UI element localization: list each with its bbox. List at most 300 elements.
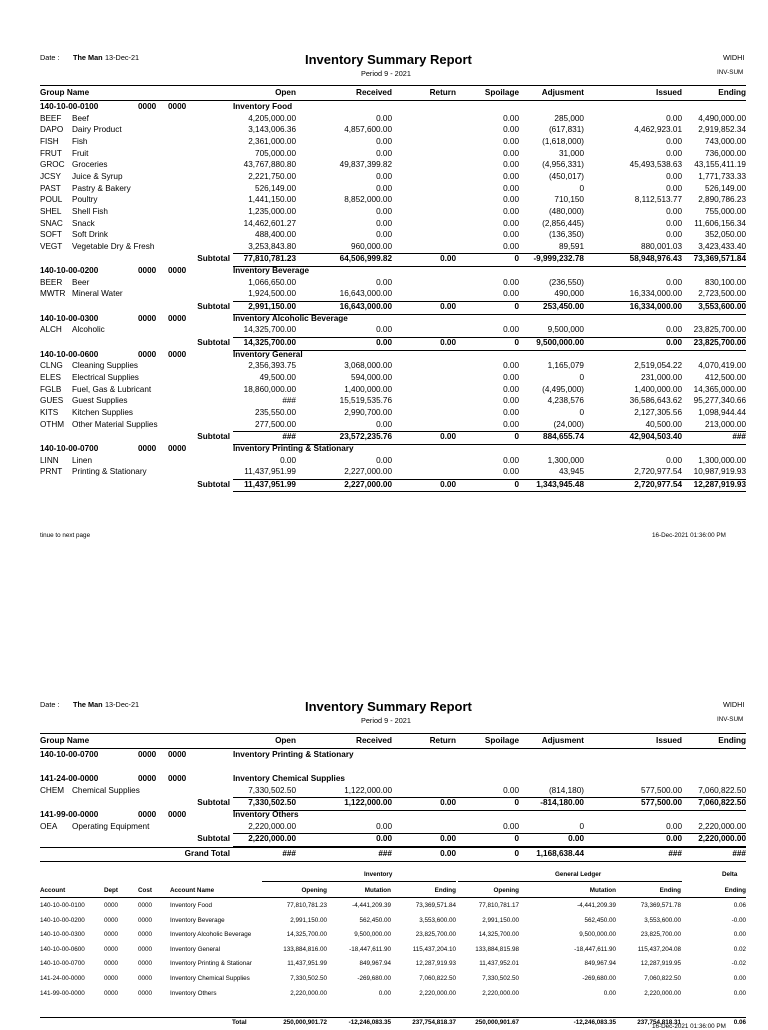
item-open: 1,441,150.00 <box>248 195 296 205</box>
grand-total-open: ### <box>282 848 296 858</box>
group-header-row <box>0 750 768 762</box>
item-adjustment: 285,000 <box>554 113 584 123</box>
item-open: 43,767,880.80 <box>243 160 296 170</box>
subtotal-spoilage: 0 <box>514 338 519 347</box>
report-title: Inventory Summary Report <box>305 52 472 67</box>
item-spoilage: 0.00 <box>503 277 519 287</box>
table-row <box>0 396 768 408</box>
header-top-rule <box>40 733 746 734</box>
summary-mutation: -4,441,209.39 <box>352 902 391 909</box>
item-code: BEEF <box>40 113 62 123</box>
summary-total-label: Total <box>232 1019 247 1026</box>
subtotal-label: Subtotal <box>197 432 230 442</box>
item-name: Shell Fish <box>72 206 108 216</box>
subtotal-open: 2,991,150.00 <box>248 302 296 312</box>
col-spoilage: Spoilage <box>484 88 519 97</box>
item-spoilage: 0.00 <box>503 419 519 429</box>
print-timestamp: 16-Dec-2021 01:36:00 PM <box>652 532 726 539</box>
item-name: Operating Equipment <box>72 821 150 831</box>
summary-opening: 2,991,150.00 <box>290 916 327 924</box>
col-adjustment: Adjusment <box>541 736 584 745</box>
group-cost: 0000 <box>168 443 187 453</box>
summary-name: Inventory Beverage <box>170 916 225 924</box>
report-user: The Man <box>73 700 103 709</box>
summary-dept: 0000 <box>104 916 119 924</box>
summary-cost: 0000 <box>138 945 153 953</box>
item-adjustment: 0 <box>579 183 584 193</box>
item-spoilage: 0.00 <box>503 206 519 216</box>
item-name: Beef <box>72 113 89 123</box>
date-label: Date : <box>40 700 60 709</box>
sum-col-account: Account <box>40 887 66 894</box>
item-code: ALCH <box>40 325 62 335</box>
item-adjustment: 4,238,576 <box>547 396 584 406</box>
total-opening: 250,000,901.72 <box>283 1019 327 1026</box>
sum-col-delta-ending: Ending <box>724 887 746 894</box>
summary-dept: 0000 <box>104 960 119 968</box>
group-dept: 0000 <box>138 349 157 359</box>
table-row <box>0 420 768 432</box>
subtotal-ending: 2,220,000.00 <box>698 834 746 844</box>
item-spoilage: 0.00 <box>503 384 519 394</box>
summary-gl-ending: 3,553,600.00 <box>644 916 681 924</box>
item-spoilage: 0.00 <box>503 148 519 158</box>
table-row <box>0 160 768 172</box>
summary-delta: -0.00 <box>731 916 746 924</box>
item-code: LINN <box>40 455 59 465</box>
summary-opening: 2,220,000.00 <box>290 989 327 997</box>
item-issued: 0.00 <box>666 277 682 287</box>
group-name: Inventory Printing & Stationary <box>233 443 354 453</box>
group-code: 140-10-00-0700 <box>40 443 99 453</box>
header-bottom-rule <box>40 100 746 101</box>
col-received: Received <box>356 736 392 745</box>
item-spoilage: 0.00 <box>503 407 519 417</box>
summary-gl-ending: 2,220,000.00 <box>644 989 681 997</box>
summary-name: Inventory General <box>170 945 221 953</box>
item-name: Linen <box>72 455 93 465</box>
summary-opening: 14,325,700.00 <box>286 931 327 939</box>
summary-row <box>0 931 768 942</box>
summary-account: 141-99-00-0000 <box>40 989 85 997</box>
summary-ending: 7,060,822.50 <box>419 975 456 982</box>
summary-row <box>0 960 768 971</box>
item-spoilage: 0.00 <box>503 455 519 465</box>
report-date: 13-Dec-21 <box>105 700 140 709</box>
group-header-row <box>0 810 768 822</box>
item-received: 0.00 <box>376 206 392 216</box>
item-name: Printing & Stationary <box>72 467 147 477</box>
group-cost: 0000 <box>168 809 187 819</box>
group-cost: 0000 <box>168 266 187 276</box>
summary-mutation: 9,500,000.00 <box>354 931 391 939</box>
subtotal-return: 0.00 <box>440 798 456 808</box>
summary-dept: 0000 <box>104 989 119 997</box>
item-received: 15,519,535.76 <box>339 396 392 406</box>
table-row <box>0 373 768 385</box>
subtotal-adjustment: 884,655.74 <box>543 432 584 442</box>
summary-name: Inventory Alcoholic Beverage <box>170 931 252 939</box>
item-received: 0.00 <box>376 821 392 831</box>
item-issued: 0.00 <box>666 148 682 158</box>
report-page-2 <box>0 690 768 1030</box>
summary-name: Inventory Others <box>170 989 217 997</box>
summary-name: Inventory Printing & Stationar <box>170 960 252 968</box>
group-code: 140-10-00-0200 <box>40 266 99 276</box>
subtotal-issued: 0.00 <box>666 834 682 844</box>
report-title: Inventory Summary Report <box>305 699 472 714</box>
summary-gl-mutation: -4,441,209.39 <box>577 902 616 909</box>
item-adjustment: (2,856,445) <box>542 218 584 228</box>
col-group-name: Group Name <box>40 736 90 745</box>
subtotal-adjustment: 9,500,000.00 <box>536 338 584 347</box>
subtotal-label: Subtotal <box>197 254 230 264</box>
item-name: Chemical Supplies <box>72 785 140 795</box>
col-spoilage: Spoilage <box>484 736 519 745</box>
summary-gl-ending: 23,825,700.00 <box>640 931 681 939</box>
item-name: Beer <box>72 277 90 287</box>
item-open: 4,205,000.00 <box>248 113 296 123</box>
item-received: 0.00 <box>376 113 392 123</box>
subtotal-open: 7,330,502.50 <box>248 798 296 808</box>
subtotal-row <box>0 432 768 444</box>
group-dept: 0000 <box>138 102 157 111</box>
sum-col-opening: Opening <box>301 887 327 894</box>
item-code: KITS <box>40 407 59 417</box>
subtotal-return: 0.00 <box>440 479 456 489</box>
summary-gl-mutation: 9,500,000.00 <box>579 931 616 939</box>
item-code: CHEM <box>40 785 65 795</box>
subtotal-return: 0.00 <box>440 338 456 347</box>
item-ending: 2,890,786.23 <box>698 195 746 205</box>
item-received: 0.00 <box>376 455 392 465</box>
item-code: OEA <box>40 821 58 831</box>
summary-delta: 0.00 <box>733 989 746 997</box>
item-adjustment: (450,017) <box>548 171 584 181</box>
group-code: 140-10-00-0600 <box>40 349 99 359</box>
sum-col-cost: Cost <box>138 887 152 894</box>
item-adjustment: (236,550) <box>548 277 584 287</box>
item-open: 3,253,843.80 <box>248 241 296 251</box>
summary-cost: 0000 <box>138 902 153 909</box>
sum-col-gl-mutation: Mutation <box>589 887 616 894</box>
header-top-rule <box>40 85 746 86</box>
item-spoilage: 0.00 <box>503 125 519 135</box>
table-row <box>0 456 768 468</box>
report-period: Period 9 - 2021 <box>361 716 411 725</box>
item-adjustment: (136,350) <box>548 230 584 240</box>
subtotal-label: Subtotal <box>197 338 230 347</box>
item-received: 0.00 <box>376 183 392 193</box>
item-adjustment: (814,180) <box>548 785 584 795</box>
table-row <box>0 278 768 290</box>
item-received: 0.00 <box>376 218 392 228</box>
group-cost: 0000 <box>168 750 187 759</box>
item-name: Vegetable Dry & Fresh <box>72 241 155 251</box>
table-row <box>0 289 768 301</box>
item-ending: 43,155,411.19 <box>694 160 746 170</box>
company-code: WIDHI <box>723 700 745 709</box>
summary-delta: 0.02 <box>733 945 746 953</box>
group-cost: 0000 <box>168 774 187 783</box>
item-received: 2,990,700.00 <box>344 407 392 417</box>
group-dept: 0000 <box>138 750 157 759</box>
item-issued: 2,519,054.22 <box>634 361 682 371</box>
col-ending: Ending <box>718 88 746 97</box>
subtotal-row <box>0 834 768 846</box>
summary-mutation: -269,680.00 <box>357 975 391 982</box>
group-name: Inventory Beverage <box>233 266 309 276</box>
sum-col-dept: Dept <box>104 887 118 894</box>
summary-name: Inventory Chemical Supplies <box>170 975 250 982</box>
subtotal-open: 77,810,781.23 <box>243 254 296 264</box>
col-return: Return <box>429 88 456 97</box>
summary-gl-ending: 12,287,919.95 <box>640 960 681 968</box>
item-name: Fish <box>72 136 88 146</box>
grand-total-spoilage: 0 <box>514 848 519 858</box>
summary-section-gl: General Ledger <box>555 871 602 878</box>
group-name: Inventory General <box>233 349 303 359</box>
total-gl-ending: 237,754,818.31 <box>637 1019 681 1026</box>
item-issued: 4,462,923.01 <box>634 125 682 135</box>
report-user: The Man <box>73 53 103 62</box>
subtotal-issued: 42,904,503.40 <box>629 432 682 442</box>
group-cost: 0000 <box>168 349 187 359</box>
item-received: 0.00 <box>376 419 392 429</box>
item-open: 3,143,006.36 <box>248 125 296 135</box>
item-name: Poultry <box>72 195 98 205</box>
total-gl-mutation: -12,246,083.35 <box>573 1019 616 1026</box>
item-code: GUES <box>40 396 64 406</box>
subtotal-ending: 3,553,600.00 <box>698 302 746 312</box>
subtotal-ending: 7,060,822.50 <box>698 798 746 808</box>
col-issued: Issued <box>656 736 682 745</box>
item-code: MWTR <box>40 289 66 299</box>
summary-dept: 0000 <box>104 975 119 982</box>
item-name: Pastry & Bakery <box>72 183 131 193</box>
item-ending: 1,098,944.44 <box>698 407 746 417</box>
item-code: JCSY <box>40 171 61 181</box>
col-open: Open <box>275 736 296 745</box>
item-ending: 7,060,822.50 <box>698 785 746 795</box>
item-ending: 755,000.00 <box>705 206 746 216</box>
group-code: 140-10-00-0700 <box>40 750 99 759</box>
item-ending: 736,000.00 <box>705 148 746 158</box>
grand-total-return: 0.00 <box>440 848 456 858</box>
summary-row <box>0 917 768 928</box>
item-received: 0.00 <box>376 148 392 158</box>
item-ending: 11,606,156.34 <box>694 218 746 228</box>
item-code: SOFT <box>40 230 62 240</box>
report-date: 13-Dec-21 <box>105 53 140 62</box>
company-code: WIDHI <box>723 53 745 62</box>
grand-total-adjustment: 1,168,638.44 <box>536 848 584 858</box>
item-ending: 352,050.00 <box>705 230 746 240</box>
summary-gl-opening: 2,220,000.00 <box>482 989 519 997</box>
item-issued: 16,334,000.00 <box>629 289 682 299</box>
summary-dept: 0000 <box>104 931 119 939</box>
summary-account: 140-10-00-0300 <box>40 931 85 939</box>
group-name: Inventory Others <box>233 809 299 819</box>
item-open: 2,361,000.00 <box>248 136 296 146</box>
item-name: Juice & Syrup <box>72 171 123 181</box>
subtotal-return: 0.00 <box>440 432 456 442</box>
item-issued: 1,400,000.00 <box>634 384 682 394</box>
item-received: 594,000.00 <box>351 372 392 382</box>
grand-total-bottom-rule <box>40 861 746 862</box>
col-group-name: Group Name <box>40 88 90 97</box>
item-spoilage: 0.00 <box>503 241 519 251</box>
col-return: Return <box>429 736 456 745</box>
table-row <box>0 325 768 337</box>
group-code: 141-24-00-0000 <box>40 774 99 783</box>
subtotal-issued: 58,948,976.43 <box>629 254 682 264</box>
report-code: INV-SUM <box>717 716 744 723</box>
item-issued: 231,000.00 <box>641 372 682 382</box>
grand-total-label: Grand Total <box>184 848 230 858</box>
table-row <box>0 125 768 137</box>
item-ending: 213,000.00 <box>705 419 746 429</box>
group-header-row <box>0 102 768 114</box>
summary-mutation: 562,450.00 <box>359 916 391 924</box>
item-open: 7,330,502.50 <box>248 785 296 795</box>
subtotal-open: 11,437,951.99 <box>244 479 296 489</box>
item-open: 2,220,000.00 <box>248 821 296 831</box>
item-adjustment: (1,618,000) <box>542 136 584 146</box>
item-open: 2,356,393.75 <box>248 361 296 371</box>
header-bottom-rule <box>40 748 746 749</box>
summary-ending: 2,220,000.00 <box>419 989 456 997</box>
table-row <box>0 408 768 420</box>
summary-cost: 0000 <box>138 931 153 939</box>
item-received: 0.00 <box>376 277 392 287</box>
item-adjustment: 89,591 <box>558 241 584 251</box>
item-name: Other Material Supplies <box>72 419 158 429</box>
subtotal-adjustment: 0.00 <box>568 834 584 844</box>
gl-section-rule <box>458 881 682 882</box>
item-received: 0.00 <box>376 171 392 181</box>
summary-header-rule <box>40 897 746 898</box>
item-code: PRNT <box>40 467 63 477</box>
summary-gl-opening: 14,325,700.00 <box>478 931 519 939</box>
item-open: 1,066,650.00 <box>248 277 296 287</box>
item-adjustment: (24,000) <box>553 419 584 429</box>
summary-ending: 73,369,571.84 <box>415 902 456 909</box>
item-issued: 0.00 <box>666 230 682 240</box>
item-issued: 0.00 <box>666 171 682 181</box>
item-received: 4,857,600.00 <box>344 125 392 135</box>
item-issued: 0.00 <box>666 206 682 216</box>
group-header-row <box>0 774 768 786</box>
item-spoilage: 0.00 <box>503 183 519 193</box>
item-spoilage: 0.00 <box>503 171 519 181</box>
item-open: 11,437,951.99 <box>244 467 296 477</box>
group-header-row <box>0 350 768 362</box>
item-issued: 0.00 <box>666 136 682 146</box>
group-dept: 0000 <box>138 443 157 453</box>
total-delta: 0.06 <box>733 1019 746 1026</box>
grand-total-issued: ### <box>668 848 682 858</box>
subtotal-return: 0.00 <box>440 254 456 264</box>
item-issued: 0.00 <box>666 455 682 465</box>
group-code: 140-10-00-0300 <box>40 313 99 323</box>
sum-col-ending: Ending <box>434 887 456 894</box>
item-open: 14,325,700.00 <box>243 325 296 335</box>
summary-account: 141-24-00-0000 <box>40 975 85 982</box>
item-adjustment: 0 <box>579 407 584 417</box>
table-row <box>0 219 768 231</box>
item-code: ELES <box>40 372 61 382</box>
subtotal-ending: ### <box>732 432 746 442</box>
summary-section-inventory: Inventory <box>364 871 393 878</box>
item-adjustment: (4,956,331) <box>542 160 584 170</box>
item-received: 960,000.00 <box>351 241 392 251</box>
subtotal-received: 0.00 <box>376 834 392 844</box>
item-issued: 45,493,538.63 <box>629 160 682 170</box>
summary-cost: 0000 <box>138 916 153 924</box>
subtotal-issued: 577,500.00 <box>641 798 682 808</box>
item-adjustment: 0 <box>579 372 584 382</box>
item-code: OTHM <box>40 419 65 429</box>
table-row <box>0 207 768 219</box>
subtotal-adjustment: -814,180.00 <box>540 798 584 808</box>
item-spoilage: 0.00 <box>503 160 519 170</box>
item-received: 16,643,000.00 <box>339 289 392 299</box>
subtotal-issued: 16,334,000.00 <box>629 302 682 312</box>
item-received: 8,852,000.00 <box>344 195 392 205</box>
subtotal-received: 2,227,000.00 <box>344 479 392 489</box>
subtotal-spoilage: 0 <box>514 254 519 264</box>
table-row <box>0 149 768 161</box>
summary-opening: 11,437,951.99 <box>287 960 327 968</box>
item-issued: 0.00 <box>666 218 682 228</box>
item-spoilage: 0.00 <box>503 113 519 123</box>
item-spoilage: 0.00 <box>503 230 519 240</box>
summary-gl-mutation: -269,680.00 <box>582 975 616 982</box>
group-header-row <box>0 314 768 326</box>
group-name: Inventory Alcoholic Beverage <box>233 313 348 323</box>
subtotal-adjustment: -9,999,232.78 <box>533 254 584 264</box>
col-adjustment: Adjusment <box>541 88 584 97</box>
sum-col-gl-ending: Ending <box>659 887 681 894</box>
subtotal-adjustment: 253,450.00 <box>543 302 584 312</box>
subtotal-adjustment: 1,343,945.48 <box>536 479 584 489</box>
item-adjustment: 1,165,079 <box>547 361 584 371</box>
item-open: 235,550.00 <box>255 407 296 417</box>
item-code: DAPO <box>40 125 64 135</box>
item-code: VEGT <box>40 241 63 251</box>
table-row <box>0 137 768 149</box>
summary-gl-ending: 7,060,822.50 <box>644 975 681 982</box>
item-name: Kitchen Supplies <box>72 407 133 417</box>
item-adjustment: (617,831) <box>548 125 584 135</box>
summary-dept: 0000 <box>104 902 119 909</box>
summary-dept: 0000 <box>104 945 119 953</box>
item-name: Fuel, Gas & Lubricant <box>72 384 152 394</box>
item-code: FRUT <box>40 148 62 158</box>
item-issued: 2,127,305.56 <box>634 407 682 417</box>
item-ending: 95,277,340.66 <box>693 396 746 406</box>
item-adjustment: 0 <box>579 821 584 831</box>
item-spoilage: 0.00 <box>503 372 519 382</box>
table-row <box>0 786 768 798</box>
group-name: Inventory Printing & Stationary <box>233 750 354 759</box>
item-name: Guest Supplies <box>72 396 128 406</box>
subtotal-received: 64,506,999.82 <box>339 254 392 264</box>
item-spoilage: 0.00 <box>503 785 519 795</box>
item-received: 2,227,000.00 <box>344 467 392 477</box>
item-issued: 40,500.00 <box>645 419 682 429</box>
